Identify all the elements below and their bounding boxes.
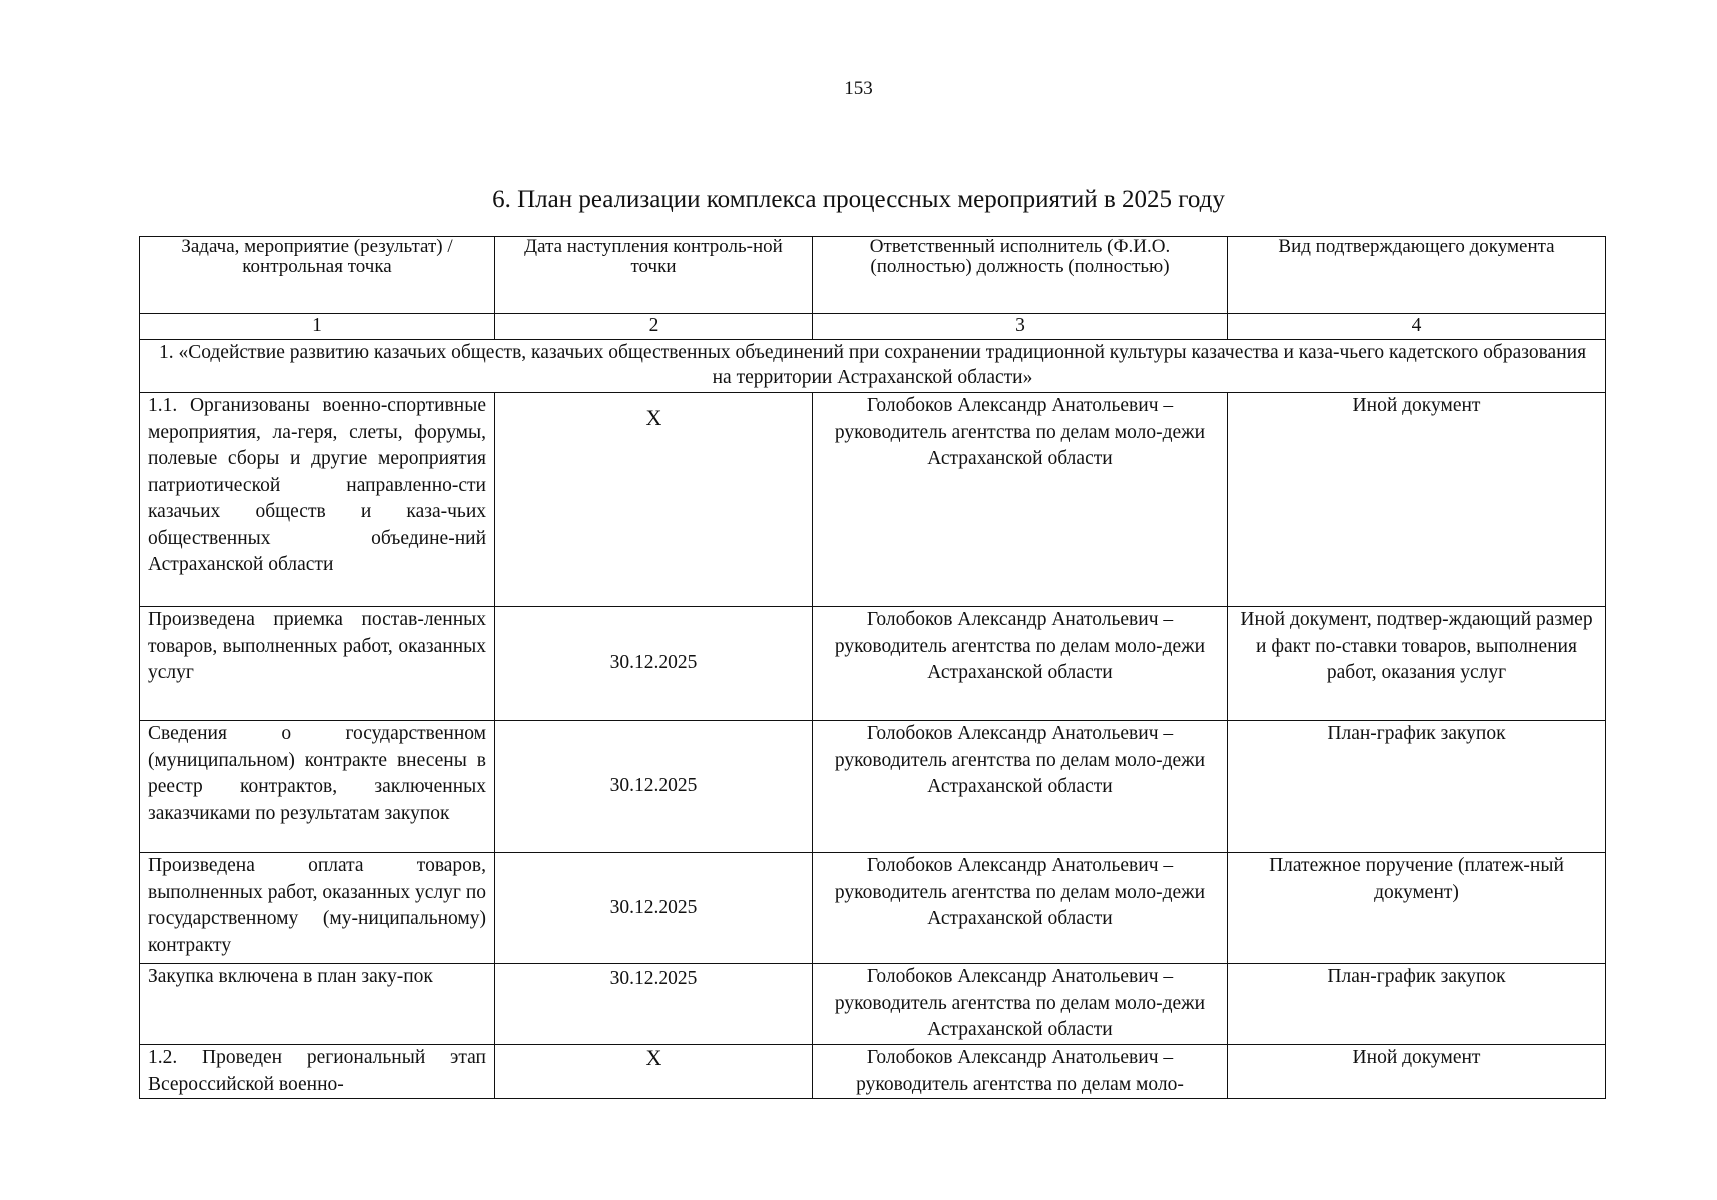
task-cell: Произведена приемка постав-ленных товаров, выполненных работ, оказанных услуг xyxy=(140,607,495,721)
header-responsible: Ответственный исполнитель (Ф.И.О. (полностью) должность (полностью) xyxy=(813,237,1228,314)
header-date: Дата наступления контроль-ной точки xyxy=(495,237,813,314)
task-cell: Закупка включена в план заку-пок xyxy=(140,964,495,1045)
task-cell: 1.1. Организованы военно-спортивные мероприятия, ла-геря, слеты, форумы, полевые сборы и другие мероприятия патриотической направленно-сти казачьих обществ и каза-чьих общественных объедине-ний Астраханской области xyxy=(140,393,495,607)
document-cell: Иной документ, подтвер-ждающий размер и факт по-ставки товаров, выполнения работ, оказания услуг xyxy=(1228,607,1606,721)
document-cell: Платежное поручение (платеж-ный документ) xyxy=(1228,853,1606,964)
task-cell: Произведена оплата товаров, выполненных работ, оказанных услуг по государственному (му-ниципальному) контракту xyxy=(140,853,495,964)
header-task: Задача, мероприятие (результат) / контрольная точка xyxy=(140,237,495,314)
date-cell: 30.12.2025 xyxy=(495,721,813,853)
not-applicable-mark: Х xyxy=(645,1045,662,1070)
date-cell: 30.12.2025 xyxy=(495,853,813,964)
responsible-cell: Голобоков Александр Анатольевич – руководитель агентства по делам моло-дежи Астраханской области xyxy=(813,393,1228,607)
task-cell: Сведения о государственном (муниципальном) контракте внесены в реестр контрактов, заключенных заказчиками по результатам закупок xyxy=(140,721,495,853)
table-row xyxy=(140,1045,1606,1099)
task-cell: 1.2. Проведен региональный этап Всероссийской военно- xyxy=(140,1045,495,1099)
responsible-cell: Голобоков Александр Анатольевич – руководитель агентства по делам моло-дежи Астраханской области xyxy=(813,721,1228,853)
column-number: 1 xyxy=(140,314,495,340)
table-row xyxy=(140,393,1606,607)
responsible-cell: Голобоков Александр Анатольевич – руководитель агентства по делам моло- xyxy=(813,1045,1228,1099)
column-number: 2 xyxy=(495,314,813,340)
document-cell: Иной документ xyxy=(1228,1045,1606,1099)
table-row xyxy=(140,721,1606,853)
document-cell: Иной документ xyxy=(1228,393,1606,607)
table-row xyxy=(140,853,1606,964)
date-cell xyxy=(495,1045,813,1099)
document-cell: План-график закупок xyxy=(1228,721,1606,853)
page-number: 153 xyxy=(844,78,873,99)
table-row xyxy=(140,964,1606,1045)
responsible-cell: Голобоков Александр Анатольевич – руководитель агентства по делам моло-дежи Астраханской области xyxy=(813,964,1228,1045)
section-row xyxy=(140,340,1606,393)
document-title: 6. План реализации комплекса процессных мероприятий в 2025 году xyxy=(492,186,1225,213)
section-title: 1. «Содействие развитию казачьих обществ, казачьих общественных объединений при сохранении традиционной культуры казачества и каза-чьего кадетского образования на территории Астраханской области» xyxy=(140,340,1606,393)
header-document: Вид подтверждающего документа xyxy=(1228,237,1606,314)
column-number: 3 xyxy=(813,314,1228,340)
document-cell: План-график закупок xyxy=(1228,964,1606,1045)
responsible-cell: Голобоков Александр Анатольевич – руководитель агентства по делам моло-дежи Астраханской области xyxy=(813,607,1228,721)
not-applicable-mark: Х xyxy=(645,405,662,430)
responsible-cell: Голобоков Александр Анатольевич – руководитель агентства по делам моло-дежи Астраханской области xyxy=(813,853,1228,964)
date-cell xyxy=(495,393,813,607)
column-number: 4 xyxy=(1228,314,1606,340)
date-cell: 30.12.2025 xyxy=(495,607,813,721)
table-row xyxy=(140,607,1606,721)
plan-table xyxy=(139,236,1606,1099)
date-value: 30.12.2025 xyxy=(609,968,698,989)
column-number-row xyxy=(140,314,1606,340)
date-cell xyxy=(495,964,813,1045)
table-header-row xyxy=(140,237,1606,314)
